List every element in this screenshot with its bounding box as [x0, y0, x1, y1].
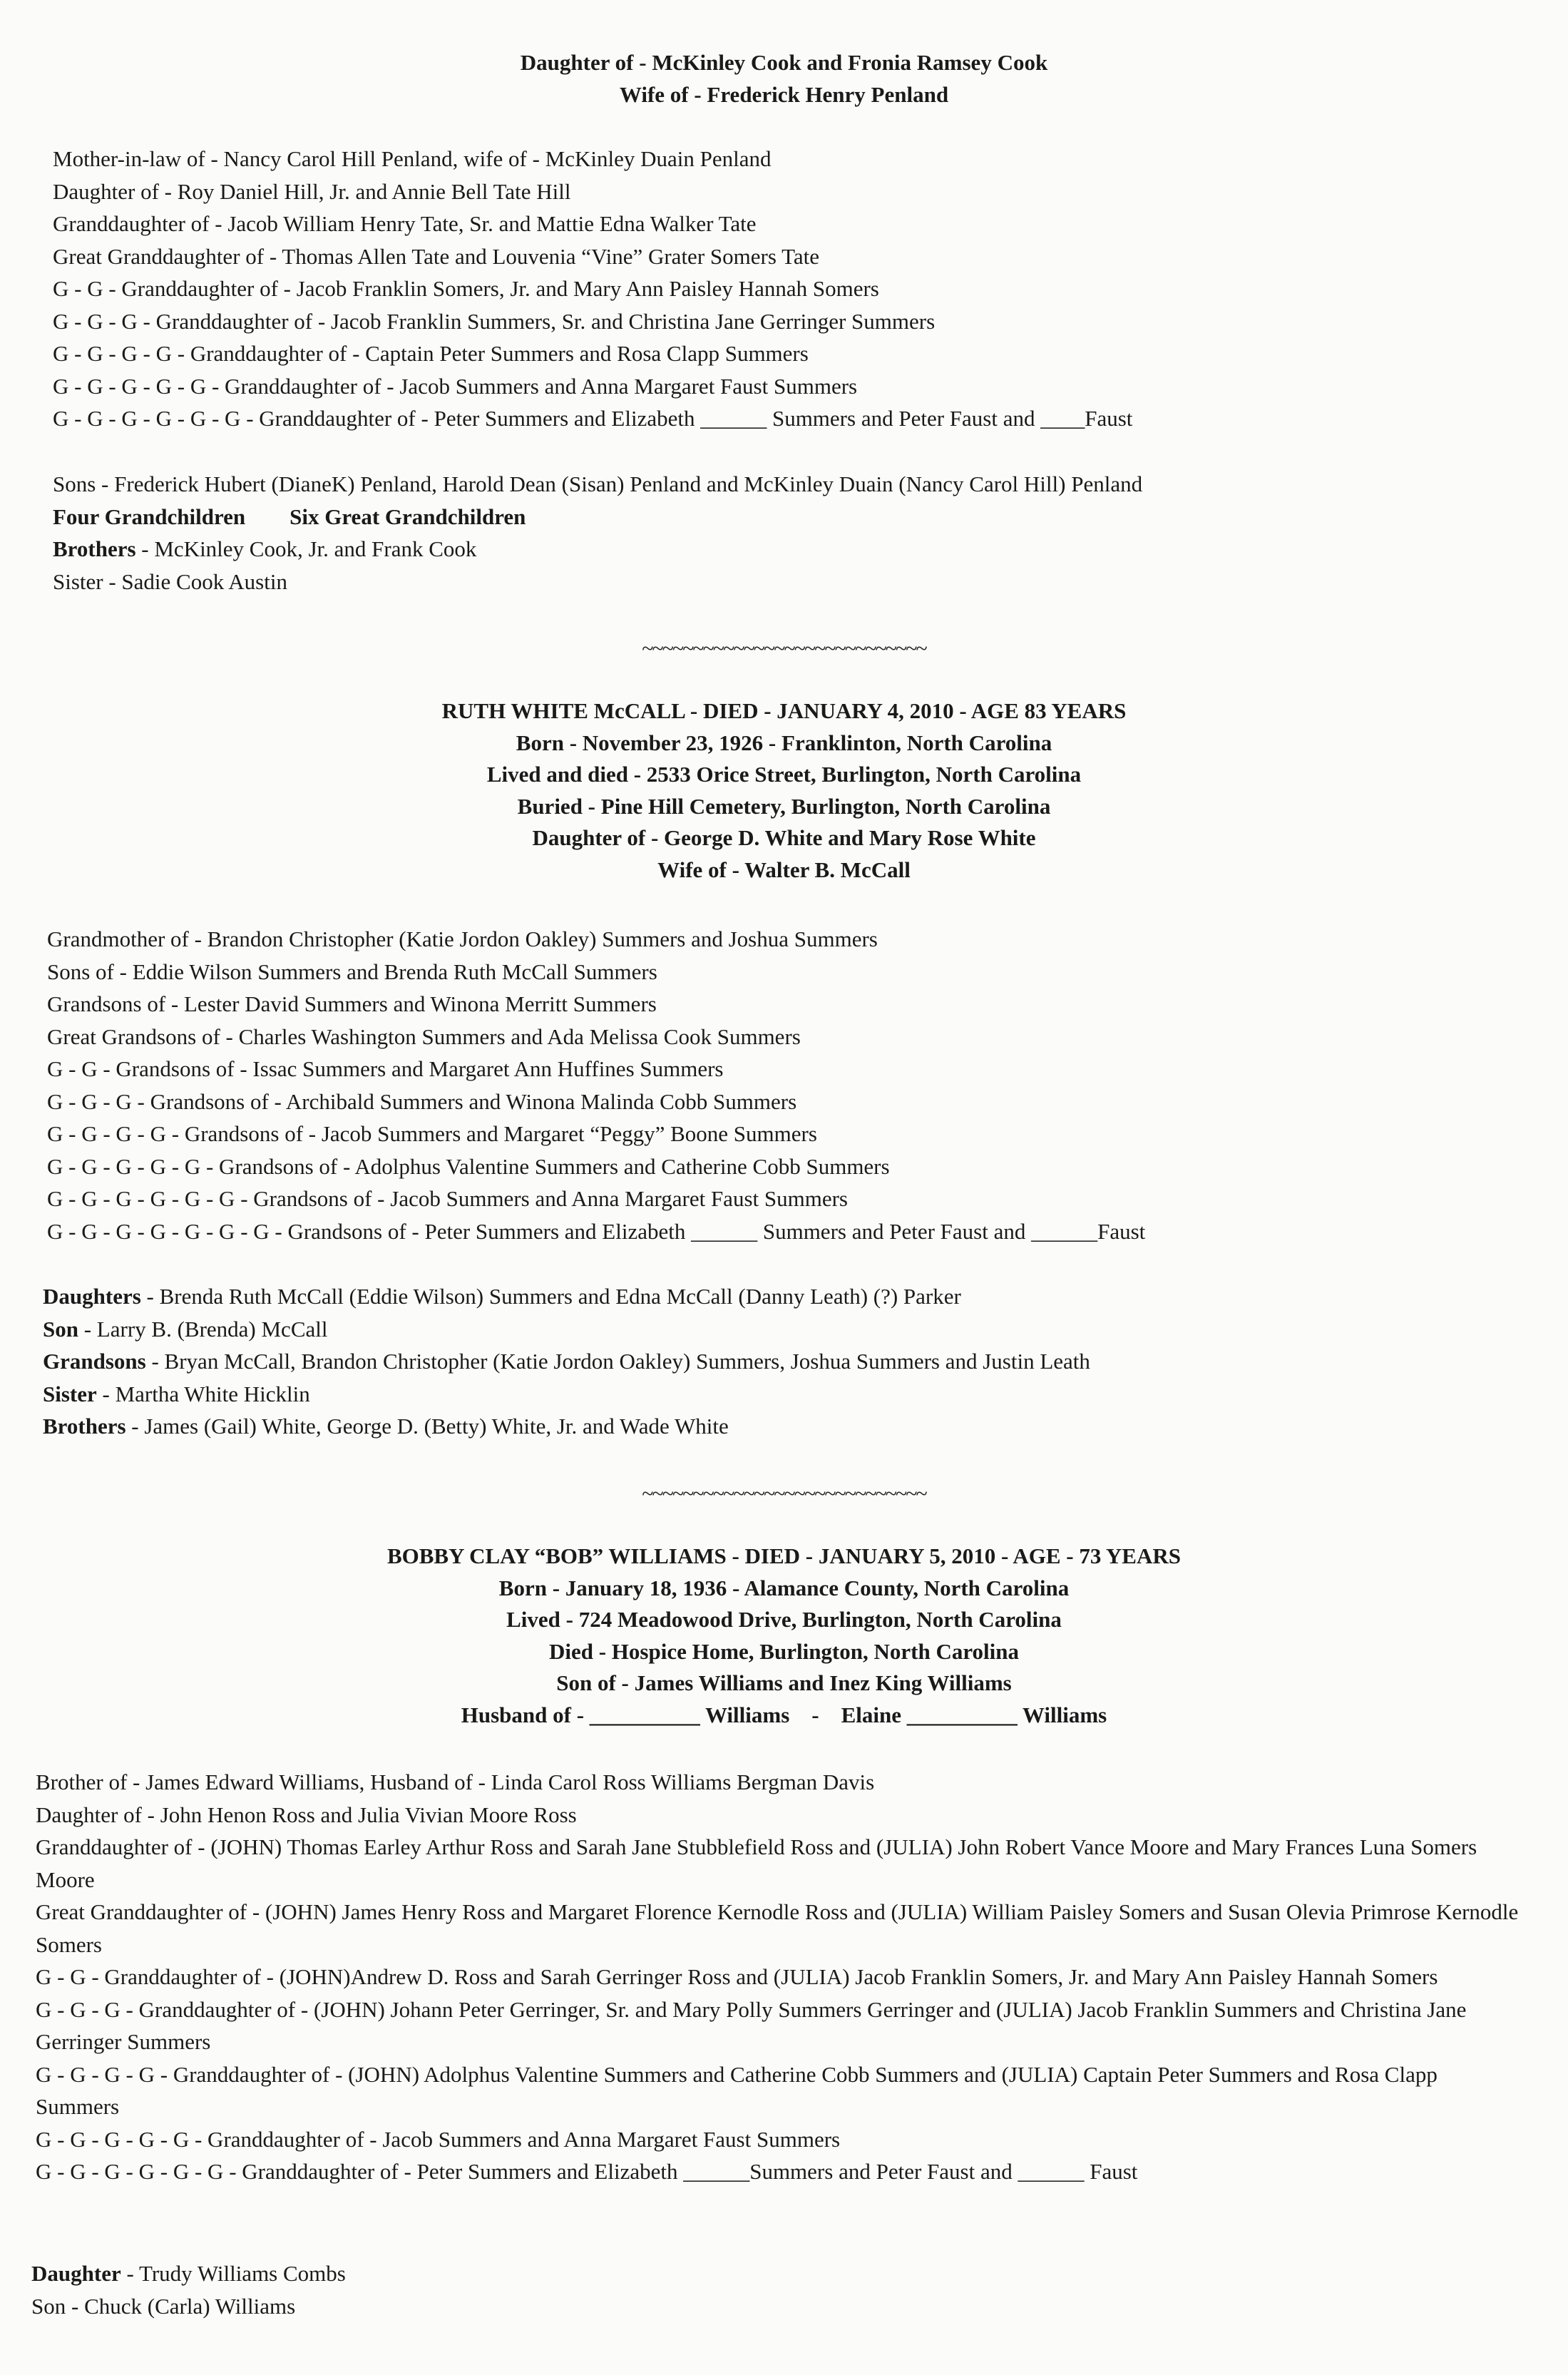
daughter-label: Daughter	[31, 2261, 121, 2286]
brothers-value: - James (Gail) White, George D. (Betty) White, Jr. and Wade White	[125, 1414, 729, 1439]
lineage-line: G - G - G - G - G - G - Granddaughter of - Peter Summers and Elizabeth ______ Summers and Peter Faust and ____Faust	[53, 406, 1133, 431]
son-value: - Larry B. (Brenda) McCall	[78, 1316, 328, 1342]
header-line: Born - January 18, 1936 - Alamance County, North Carolina	[498, 1575, 1070, 1600]
header-line: Daughter of - George D. White and Mary Rose White	[532, 825, 1036, 850]
header-line: Buried - Pine Hill Cemetery, Burlington, North Carolina	[517, 793, 1051, 819]
header-line: RUTH WHITE McCALL - DIED - JANUARY 4, 2010 - AGE 83 YEARS	[441, 698, 1127, 723]
lineage-line: Grandmother of - Brandon Christopher (Katie Jordon Oakley) Summers and Joshua Summers	[47, 926, 878, 951]
brothers-label: Brothers	[43, 1414, 126, 1439]
lineage-line: Great Granddaughter of - Thomas Allen Tate and Louvenia “Vine” Grater Somers Tate	[53, 243, 819, 269]
brothers-label: Brothers	[53, 536, 136, 561]
grandsons-line	[43, 1345, 1540, 1378]
lineage-line: G - G - G - Granddaughter of - Jacob Franklin Summers, Sr. and Christina Jane Gerringer Summers	[53, 308, 936, 334]
section3-lineage	[36, 1766, 1533, 2188]
header-line: Daughter of - McKinley Cook and Fronia Ramsey Cook	[520, 50, 1048, 75]
son-value: - Chuck (Carla) Williams	[66, 2293, 296, 2319]
lineage-line: Grandsons of - Lester David Summers and Winona Merritt Summers	[47, 991, 657, 1016]
section-separator: ~~~~~~~~~~~~~~~~~~~~~~~~~~~~	[642, 637, 926, 660]
lineage-line: G - G - Grandsons of - Issac Summers and Margaret Ann Huffines Summers	[47, 1056, 724, 1081]
daughters-label: Daughters	[43, 1284, 141, 1309]
lineage-line: G - G - G - G - G - Granddaughter of - Jacob Summers and Anna Margaret Faust Summers	[53, 373, 858, 399]
section2-lineage	[47, 923, 1544, 1247]
section3-family	[31, 2257, 1529, 2322]
section1-family	[53, 468, 1550, 598]
daughter-value: - Trudy Williams Combs	[121, 2261, 346, 2286]
header-line: BOBBY CLAY “BOB” WILLIAMS - DIED - JANUARY 5, 2010 - AGE - 73 YEARS	[386, 1543, 1182, 1568]
grandchildren-line: Four Grandchildren Six Great Grandchildren	[53, 504, 526, 529]
header-line: Lived - 724 Meadowood Drive, Burlington, North Carolina	[506, 1607, 1062, 1632]
section1-lineage	[53, 143, 1550, 435]
sister-line: Sister - Sadie Cook Austin	[53, 568, 287, 594]
lineage-line: G - G - Granddaughter of - (JOHN)Andrew D. Ross and Sarah Gerringer Ross and (JULIA) Jacob Franklin Somers, Jr. and Mary Ann Paisley Hannah Somers	[36, 1964, 1438, 1989]
lineage-line: Granddaughter of - (JOHN) Thomas Earley Arthur Ross and Sarah Jane Stubblefield Ross and (JULIA) John Robert Vance Moore and Mary Frances Luna Somers Moore	[36, 1834, 1477, 1892]
header-line: Lived and died - 2533 Orice Street, Burlington, North Carolina	[486, 762, 1082, 787]
sister-label: Sister	[43, 1381, 97, 1406]
brothers-value: - McKinley Cook, Jr. and Frank Cook	[135, 536, 477, 561]
section1-header	[0, 47, 1568, 111]
lineage-line: Daughter of - John Henon Ross and Julia Vivian Moore Ross	[36, 1802, 577, 1827]
lineage-line: G - G - G - Grandsons of - Archibald Summers and Winona Malinda Cobb Summers	[47, 1088, 797, 1114]
section3-header	[0, 1541, 1568, 1731]
lineage-line: G - G - G - G - Granddaughter of - Captain Peter Summers and Rosa Clapp Summers	[53, 341, 809, 366]
lineage-line: Great Grandsons of - Charles Washington Summers and Ada Melissa Cook Summers	[47, 1023, 801, 1049]
header-line: Husband of - __________ Williams - Elaine __________ Williams	[461, 1702, 1107, 1727]
lineage-line: G - G - G - G - Grandsons of - Jacob Summers and Margaret “Peggy” Boone Summers	[47, 1121, 817, 1146]
lineage-line: Daughter of - Roy Daniel Hill, Jr. and Annie Bell Tate Hill	[53, 178, 571, 204]
grandsons-value: - Bryan McCall, Brandon Christopher (Katie Jordon Oakley) Summers, Joshua Summers and Justin Leath	[145, 1349, 1090, 1374]
header-line: Died - Hospice Home, Burlington, North Carolina	[548, 1638, 1020, 1664]
header-line: Wife of - Walter B. McCall	[657, 857, 911, 882]
sister-line	[43, 1378, 1540, 1411]
section-separator: ~~~~~~~~~~~~~~~~~~~~~~~~~~~~	[642, 1482, 926, 1506]
header-line: Wife of - Frederick Henry Penland	[619, 81, 949, 107]
brothers-line	[53, 533, 1550, 566]
lineage-line: G - G - G - G - G - G - Grandsons of - Jacob Summers and Anna Margaret Faust Summers	[47, 1186, 848, 1211]
daughters-value: - Brenda Ruth McCall (Eddie Wilson) Summers and Edna McCall (Danny Leath) (?) Parker	[140, 1284, 961, 1309]
son-label: Son	[43, 1316, 78, 1342]
lineage-line: G - G - G - G - G - G - Granddaughter of - Peter Summers and Elizabeth ______Summers and Peter Faust and ______ Faust	[36, 2159, 1138, 2184]
lineage-line: G - G - G - G - G - G - G - Grandsons of - Peter Summers and Elizabeth ______ Summers and Peter Faust and ______Faust	[47, 1218, 1146, 1244]
lineage-line: Brother of - James Edward Williams, Husband of - Linda Carol Ross Williams Bergman Davis	[36, 1769, 875, 1794]
daughter-line	[31, 2257, 1529, 2290]
section2-family	[43, 1280, 1540, 1443]
header-line: Born - November 23, 1926 - Franklinton, North Carolina	[516, 730, 1052, 755]
son-line	[31, 2290, 1529, 2323]
grandsons-label: Grandsons	[43, 1349, 146, 1374]
lineage-line: Granddaughter of - Jacob William Henry Tate, Sr. and Mattie Edna Walker Tate	[53, 211, 757, 236]
sons-line: Sons - Frederick Hubert (DianeK) Penland, Harold Dean (Sisan) Penland and McKinley Duain (Nancy Carol Hill) Penland	[53, 471, 1143, 496]
son-label: Son	[31, 2293, 66, 2319]
lineage-line: Mother-in-law of - Nancy Carol Hill Penland, wife of - McKinley Duain Penland	[53, 146, 772, 171]
son-line	[43, 1313, 1540, 1346]
lineage-line: G - G - Granddaughter of - Jacob Franklin Somers, Jr. and Mary Ann Paisley Hannah Somers	[53, 276, 879, 301]
lineage-line: G - G - G - Granddaughter of - (JOHN) Johann Peter Gerringer, Sr. and Mary Polly Summers Gerringer and (JULIA) Jacob Franklin Summers and Christina Jane Gerringer Summers	[36, 1996, 1467, 2054]
lineage-line: Sons of - Eddie Wilson Summers and Brenda Ruth McCall Summers	[47, 959, 657, 984]
sister-value: - Martha White Hicklin	[96, 1381, 310, 1406]
lineage-line: G - G - G - G - Granddaughter of - (JOHN) Adolphus Valentine Summers and Catherine Cobb Summers and (JULIA) Captain Peter Summers and Rosa Clapp Summers	[36, 2061, 1438, 2119]
header-line: Son of - James Williams and Inez King Williams	[556, 1670, 1012, 1695]
brothers-line	[43, 1410, 1540, 1443]
lineage-line: G - G - G - G - G - Granddaughter of - Jacob Summers and Anna Margaret Faust Summers	[36, 2126, 841, 2152]
daughters-line	[43, 1280, 1540, 1313]
lineage-line: Great Granddaughter of - (JOHN) James Henry Ross and Margaret Florence Kernodle Ross and (JULIA) William Paisley Somers and Susan Olevia Primrose Kernodle Somers	[36, 1899, 1519, 1957]
lineage-line: G - G - G - G - G - Grandsons of - Adolphus Valentine Summers and Catherine Cobb Summers	[47, 1153, 890, 1179]
section2-header	[0, 695, 1568, 886]
